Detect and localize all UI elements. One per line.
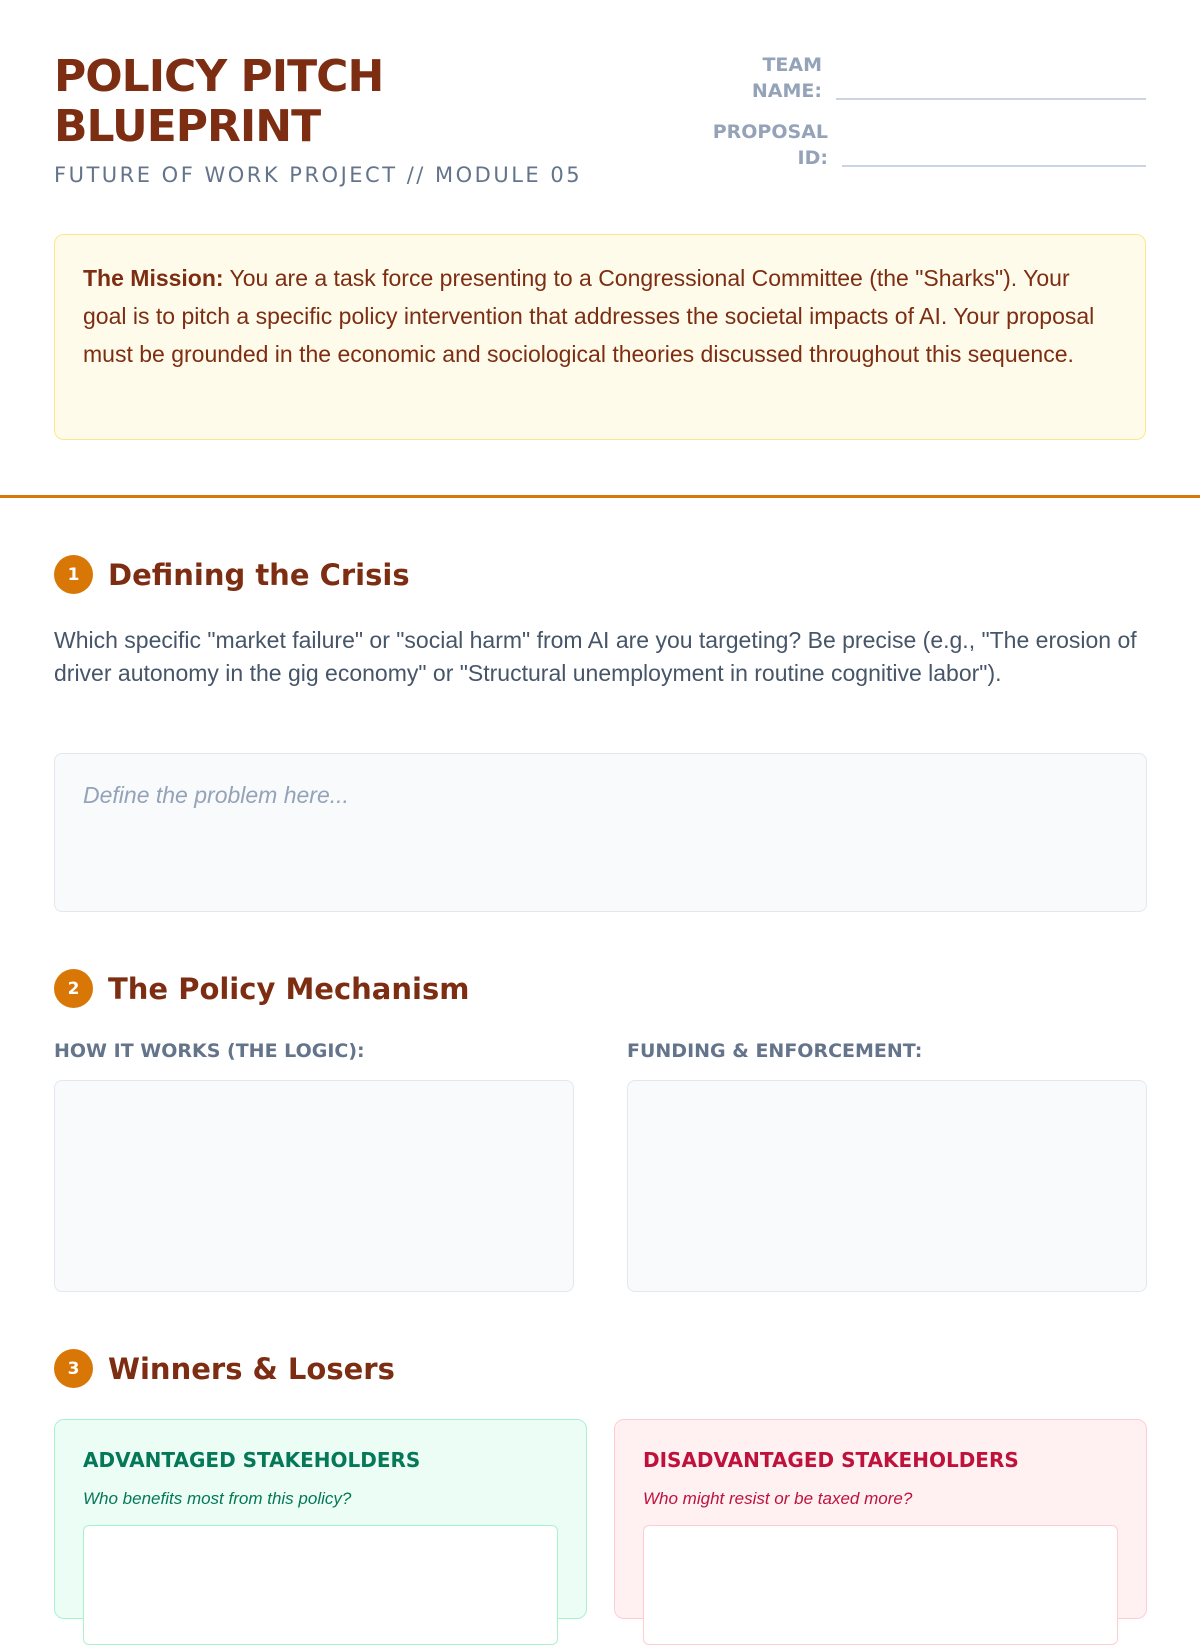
section-divider <box>0 495 1200 498</box>
crisis-prompt: Which specific "market failure" or "social harm" from AI are you targeting? Be precise (e.g., "The erosion of driver autonomy in the gig economy" or "Structural unemployment in routine cognitive labor"). <box>54 627 1137 686</box>
section-3-header <box>54 1349 395 1388</box>
proposal-id-field[interactable] <box>842 165 1146 167</box>
disadvantaged-title: DISADVANTAGED STAKEHOLDERS <box>643 1448 1019 1472</box>
advantaged-title: ADVANTAGED STAKEHOLDERS <box>83 1448 421 1472</box>
advantaged-input[interactable] <box>83 1525 558 1645</box>
proposal-id-row <box>700 119 1146 171</box>
section-2-title: The Policy Mechanism <box>108 971 470 1006</box>
disadvantaged-stakeholders-card <box>614 1419 1147 1619</box>
funding-input[interactable] <box>627 1080 1147 1292</box>
advantaged-stakeholders-card <box>54 1419 587 1619</box>
page-title: POLICY PITCH BLUEPRINT <box>54 51 384 152</box>
team-name-field[interactable] <box>836 98 1146 100</box>
section-3-number-badge: 3 <box>54 1349 93 1388</box>
page-subtitle: FUTURE OF WORK PROJECT // MODULE 05 <box>54 163 583 187</box>
section-1-number-badge: 1 <box>54 555 93 594</box>
mission-callout <box>54 234 1146 440</box>
section-1-title: Defining the Crisis <box>108 557 410 592</box>
mission-text: You are a task force presenting to a Congressional Committee (the "Sharks"). Your goal is to pitch a specific policy intervention that addresses the societal impacts of AI. Your proposal must be grounded in the economic and sociological theories discussed throughout this sequence. <box>83 265 1095 367</box>
proposal-id-label: PROPOSAL ID: <box>712 121 828 169</box>
crisis-input[interactable]: Define the problem here... <box>54 753 1147 912</box>
disadvantaged-input[interactable] <box>643 1525 1118 1645</box>
section-2-header <box>54 969 469 1008</box>
funding-label: FUNDING & ENFORCEMENT: <box>627 1040 923 1062</box>
section-3-title: Winners & Losers <box>108 1351 395 1386</box>
mission-lead: The Mission: <box>83 265 224 291</box>
logic-input[interactable] <box>54 1080 574 1292</box>
section-2-number-badge: 2 <box>54 969 93 1008</box>
logic-label: HOW IT WORKS (THE LOGIC): <box>54 1040 365 1062</box>
section-1-header <box>54 555 410 594</box>
advantaged-question: Who benefits most from this policy? <box>83 1489 352 1508</box>
team-name-label: TEAM NAME: <box>751 54 822 102</box>
disadvantaged-question: Who might resist or be taxed more? <box>643 1489 913 1508</box>
team-name-row <box>700 52 1146 104</box>
